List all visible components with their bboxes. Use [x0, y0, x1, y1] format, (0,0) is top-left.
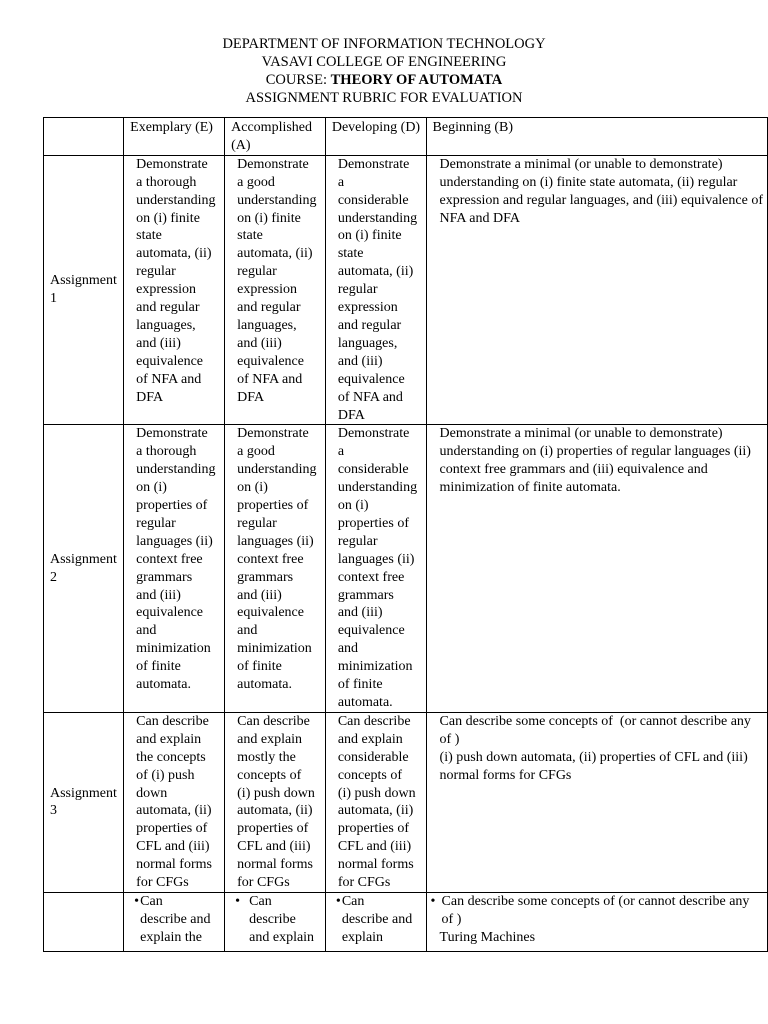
cell-beginning	[426, 892, 767, 951]
table-row	[44, 425, 768, 713]
course-name: THEORY OF AUTOMATA	[330, 72, 503, 88]
row-label-assignment-4	[44, 892, 124, 951]
table-row	[44, 155, 768, 425]
column-header-developing: Developing (D)	[325, 118, 426, 156]
column-header-empty	[44, 118, 124, 156]
course-title	[0, 71, 768, 89]
cell-exemplary: Demonstrate a thorough understanding on (i) properties of regular languages (ii) context free grammars and (iii) equivalence and minimization of finite automata.	[124, 425, 225, 713]
row-label-assignment-1: Assignment 1	[44, 155, 124, 425]
cell-text: Can describe and explain	[249, 893, 315, 945]
column-header-accomplished: Accomplished (A)	[225, 118, 326, 156]
college-title: VASAVI COLLEGE OF ENGINEERING	[261, 54, 507, 70]
cell-accomplished: Demonstrate a good understanding on (i) finite state automata, (ii) regular expression and regular languages, and (iii) equivalence of NFA and DFA	[225, 155, 326, 425]
cell-text: Can describe and explain	[341, 893, 413, 945]
cell-accomplished: Demonstrate a good understanding on (i) properties of regular languages (ii) context free grammars and (iii) equivalence and minimization of finite automata.	[225, 425, 326, 713]
bullet-icon: •	[335, 893, 341, 909]
department-title: DEPARTMENT OF INFORMATION TECHNOLOGY	[222, 36, 546, 52]
cell-developing: Demonstrate a considerable understanding on (i) finite state automata, (ii) regular expression and regular languages, and (iii) equivalence of NFA and DFA	[325, 155, 426, 425]
row-label-assignment-3: Assignment 3	[44, 712, 124, 892]
cell-accomplished	[225, 892, 326, 951]
cell-beginning: Demonstrate a minimal (or unable to demonstrate) understanding on (i) properties of regular languages (ii) context free grammars and (iii) equivalence and minimization of finite automata.	[426, 425, 767, 713]
cell-text-line-2: of )	[441, 911, 462, 927]
cell-exemplary: Can describe and explain the concepts of (i) push down automata, (ii) properties of CFL and (iii) normal forms for CFGs	[124, 712, 225, 892]
column-header-beginning: Beginning (B)	[426, 118, 767, 156]
table-row	[44, 892, 768, 951]
column-header-exemplary: Exemplary (E)	[124, 118, 225, 156]
row-label-assignment-2: Assignment 2	[44, 425, 124, 713]
cell-text: Can describe and explain the	[140, 893, 211, 945]
cell-text-line-1: Can describe some concepts of (or cannot describe any	[441, 893, 750, 909]
cell-developing: Can describe and explain considerable concepts of (i) push down automata, (ii) properties of CFL and (iii) normal forms for CFGs	[325, 712, 426, 892]
rubric-table	[43, 117, 768, 952]
cell-beginning: Can describe some concepts of (or cannot describe any of ) (i) push down automata, (ii) properties of CFL and (iii) normal forms for CFGs	[426, 712, 767, 892]
cell-developing: Demonstrate a considerable understanding on (i) properties of regular languages (ii) context free grammars and (iii) equivalence and minimization of finite automata.	[325, 425, 426, 713]
cell-developing	[325, 892, 426, 951]
bullet-icon: •	[134, 893, 140, 909]
bullet-icon: •	[235, 893, 241, 909]
table-header-row	[44, 118, 768, 156]
cell-exemplary: Demonstrate a thorough understanding on (i) finite state automata, (ii) regular expression and regular languages, and (iii) equivalence of NFA and DFA	[124, 155, 225, 425]
bullet-icon: •	[430, 893, 436, 909]
document-header	[0, 35, 768, 107]
cell-accomplished: Can describe and explain mostly the concepts of (i) push down automata, (ii) properties of CFL and (iii) normal forms for CFGs	[225, 712, 326, 892]
cell-exemplary	[124, 892, 225, 951]
rubric-title: ASSIGNMENT RUBRIC FOR EVALUATION	[245, 90, 523, 106]
cell-beginning: Demonstrate a minimal (or unable to demonstrate) understanding on (i) finite state automata, (ii) regular expression and regular languages, and (iii) equivalence of NFA and DFA	[426, 155, 767, 425]
course-prefix: COURSE:	[265, 72, 331, 88]
cell-text-line-3: Turing Machines	[439, 929, 536, 945]
table-row	[44, 712, 768, 892]
